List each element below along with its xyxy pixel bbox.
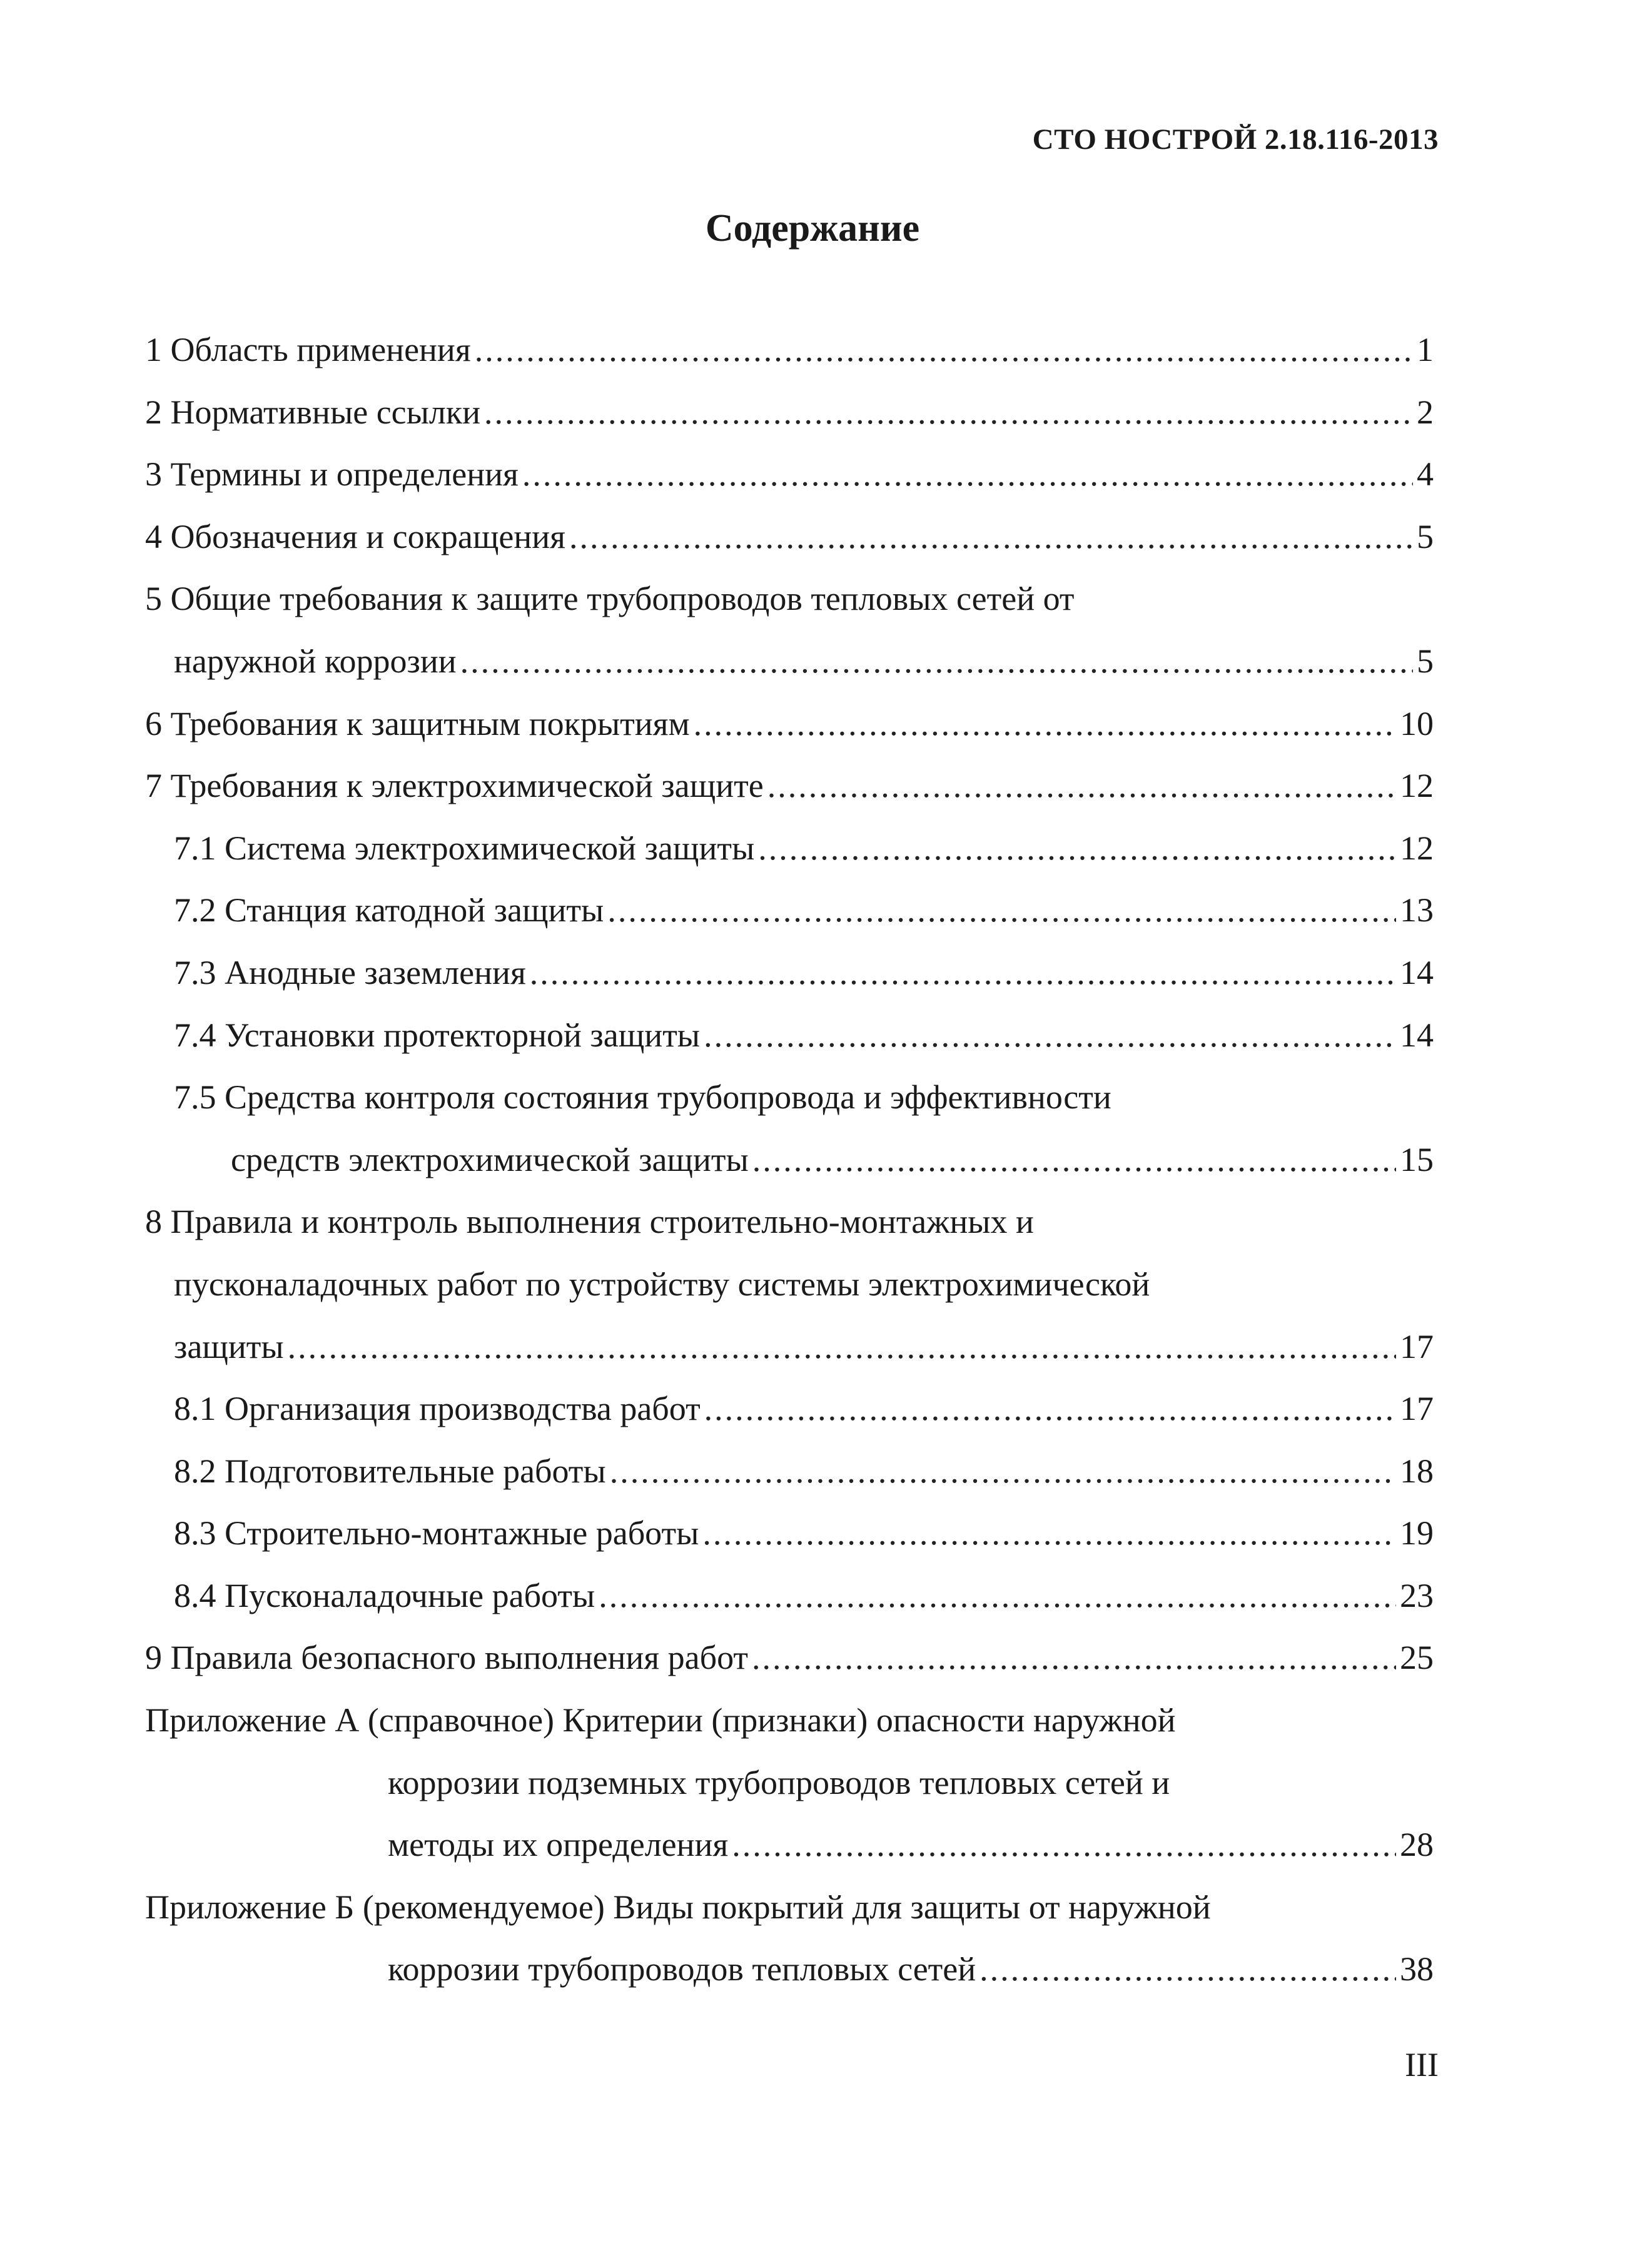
toc-leader-dots [758,818,1396,880]
toc-leader-dots [484,382,1413,444]
toc-leader-dots [522,443,1413,506]
toc-entry-text: 7.5 Средства контроля состояния трубопровода и эффективности [174,1078,1111,1116]
toc-entry-text: 3 Термины и определения [145,455,519,494]
toc-leader-dots [732,1814,1396,1876]
toc-entry-text: Приложение Б (рекомендуемое) Виды покрытий для защиты от наружной [145,1888,1211,1926]
toc-entry[interactable] [145,755,1434,818]
toc-entry-page: 13 [1400,891,1434,929]
toc-entry-page: 12 [1400,767,1434,805]
toc-entry-page: 19 [1400,1514,1434,1552]
toc-entry-text: 7.2 Станция катодной защиты [174,891,604,929]
toc-entry-text: средств электрохимической защиты [231,1140,749,1178]
toc-appendix-entry-continued[interactable] [145,1752,1434,1815]
toc-entry[interactable] [145,443,1434,506]
toc-entry-page: 14 [1400,1016,1434,1054]
toc-entry-continued[interactable] [145,1191,1434,1253]
toc-entry-page: 4 [1417,455,1434,494]
toc-leader-dots [288,1316,1396,1379]
toc-entry-continued[interactable] [145,568,1434,630]
toc-entry-text: 7.4 Установки протекторной защиты [174,1016,701,1054]
toc-entry-text: пусконаладочных работ по устройству системы электрохимической [174,1265,1150,1303]
toc-leader-dots [704,1378,1396,1440]
toc-appendix-entry-continued[interactable] [145,1876,1434,1939]
toc-entry-page: 38 [1400,1950,1434,1988]
toc-entry-page: 14 [1400,953,1434,991]
toc-entry-text: 2 Нормативные ссылки [145,393,480,431]
toc-subentry[interactable] [145,1502,1434,1565]
toc-appendix-entry-continued[interactable] [145,1689,1434,1752]
toc-leader-dots [752,1627,1396,1689]
toc-subentry[interactable] [145,942,1434,1005]
table-of-contents [145,319,1434,2001]
toc-subentry[interactable] [145,1005,1434,1067]
toc-subentry[interactable] [145,1129,1434,1192]
page-number: III [1405,2046,1439,2083]
toc-entry-text: 7 Требования к электрохимической защите [145,767,764,805]
toc-entry-page: 17 [1400,1327,1434,1365]
toc-entry-text: 8 Правила и контроль выполнения строительно-монтажных и [145,1203,1034,1241]
toc-entry-text: наружной коррозии [174,642,457,680]
toc-leader-dots [607,879,1396,942]
toc-entry-text: 4 Обозначения и сокращения [145,517,566,555]
toc-leader-dots [704,1005,1396,1067]
toc-entry[interactable] [145,1627,1434,1689]
toc-subentry[interactable] [145,1378,1434,1440]
toc-entry-page: 10 [1400,704,1434,742]
toc-entry-page: 15 [1400,1140,1434,1178]
toc-entry[interactable] [145,506,1434,569]
toc-leader-dots [694,693,1396,756]
toc-leader-dots [530,942,1396,1005]
toc-appendix-entry[interactable] [145,1938,1434,2001]
toc-entry-page: 23 [1400,1576,1434,1614]
toc-entry-text: коррозии трубопроводов тепловых сетей [388,1950,976,1988]
toc-entry-text: 9 Правила безопасного выполнения работ [145,1639,748,1677]
toc-entry-text: 8.4 Пусконаладочные работы [174,1576,595,1614]
toc-entry-text: 8.3 Строительно-монтажные работы [174,1514,699,1552]
toc-entry[interactable] [145,1316,1434,1379]
toc-entry-text: 1 Область применения [145,331,471,368]
toc-entry-page: 1 [1417,331,1434,368]
toc-entry[interactable] [145,319,1434,382]
toc-entry-page: 28 [1400,1826,1434,1864]
toc-subentry[interactable] [145,879,1434,942]
toc-entry-text: 6 Требования к защитным покрытиям [145,704,690,742]
toc-leader-dots [569,506,1413,569]
toc-entry-page: 2 [1417,393,1434,431]
toc-leader-dots [767,755,1396,818]
toc-leader-dots [460,630,1413,693]
toc-subentry[interactable] [145,818,1434,880]
toc-entry-text: методы их определения [388,1826,729,1864]
toc-leader-dots [980,1938,1396,2001]
document-code: СТО НОСТРОЙ 2.18.116-2013 [1032,123,1439,156]
toc-entry-page: 5 [1417,642,1434,680]
toc-entry-text: 8.1 Организация производства работ [174,1390,701,1428]
toc-entry-page: 25 [1400,1639,1434,1677]
toc-appendix-entry[interactable] [145,1814,1434,1876]
toc-entry[interactable] [145,382,1434,444]
toc-leader-dots [752,1129,1396,1192]
toc-subentry[interactable] [145,1440,1434,1503]
toc-entry-text: 5 Общие требования к защите трубопроводов тепловых сетей от [145,580,1075,618]
toc-entry-text: коррозии подземных трубопроводов тепловых сетей и [388,1763,1170,1801]
toc-leader-dots [599,1565,1396,1628]
toc-leader-dots [475,319,1413,382]
toc-subentry-continued[interactable] [145,1066,1434,1129]
toc-leader-dots [702,1502,1396,1565]
toc-entry-page: 5 [1417,517,1434,555]
toc-entry-continued[interactable] [145,1253,1434,1316]
toc-entry-text: защиты [174,1327,284,1365]
page-title: Содержание [705,207,920,250]
toc-entry[interactable] [145,630,1434,693]
toc-leader-dots [610,1440,1396,1503]
toc-entry-page: 12 [1400,829,1434,867]
toc-entry-text: 8.2 Подготовительные работы [174,1452,606,1490]
toc-entry-page: 17 [1400,1390,1434,1428]
toc-subentry[interactable] [145,1565,1434,1628]
toc-entry-text: 7.3 Анодные заземления [174,953,526,991]
toc-entry-text: Приложение А (справочное) Критерии (признаки) опасности наружной [145,1701,1176,1739]
toc-entry-text: 7.1 Система электрохимической защиты [174,829,755,867]
toc-entry[interactable] [145,693,1434,756]
toc-entry-page: 18 [1400,1452,1434,1490]
